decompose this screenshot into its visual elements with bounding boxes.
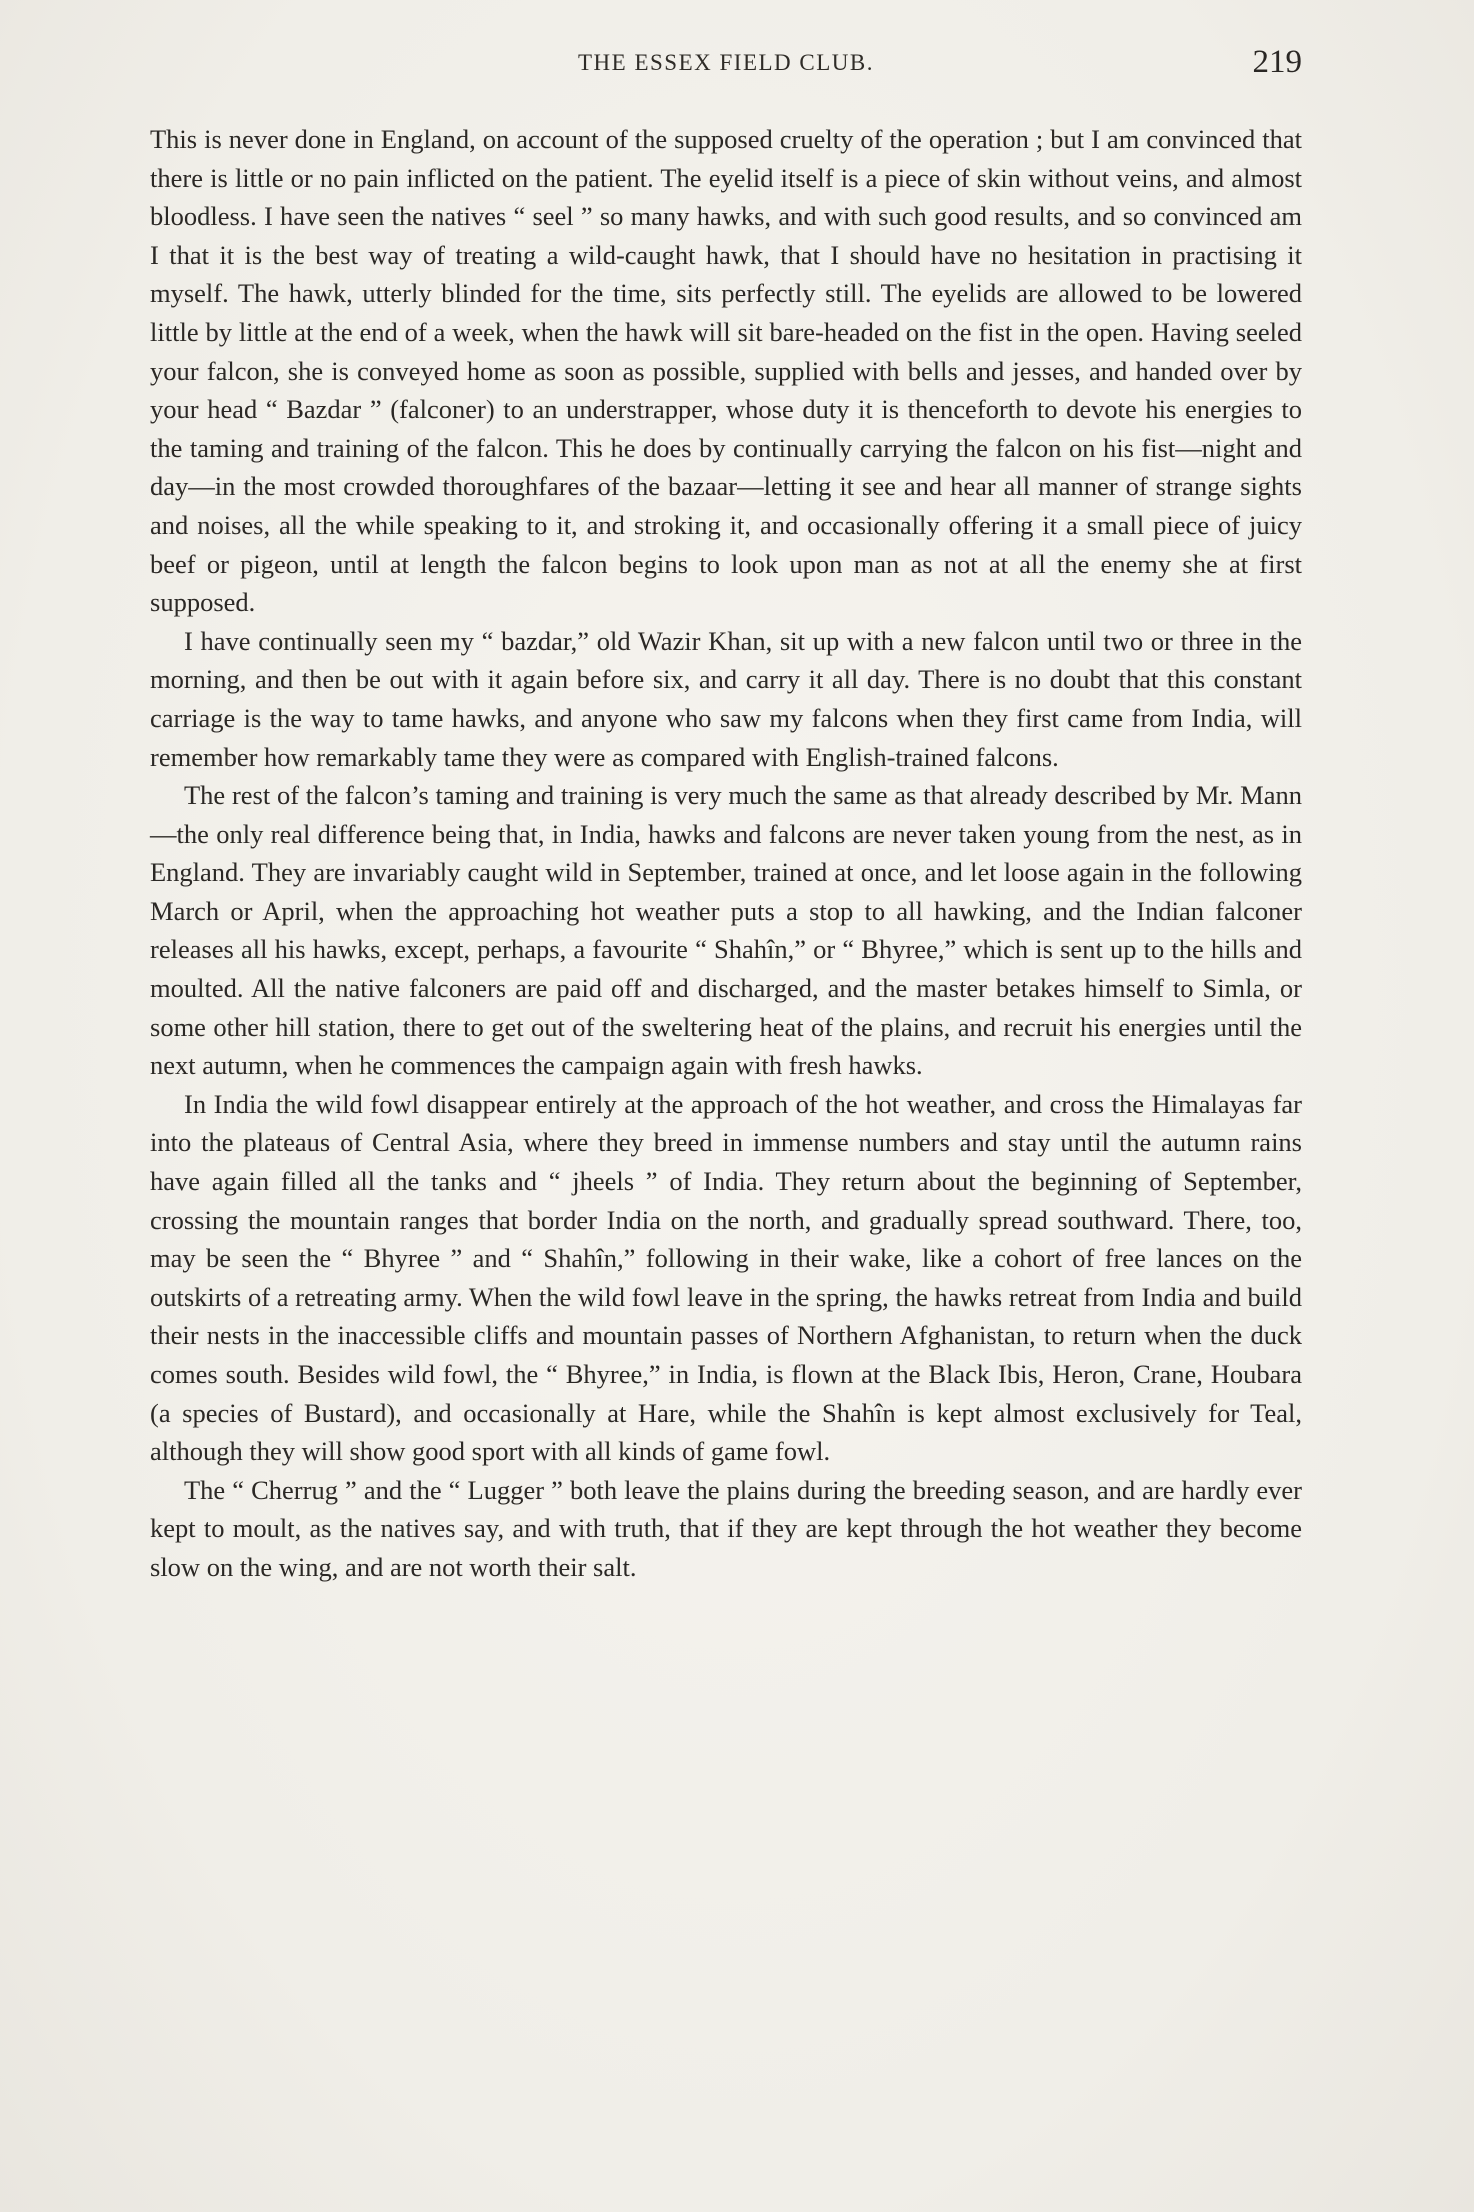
paragraph-3: The rest of the falcon’s taming and training is very much the same as that already described by Mr. Mann—the only real difference being that, in India, hawks and falcons are never taken young from the nest, as in England. They are invariably caught wild in September, trained at once, and let loose again in the following March or April, when the approaching hot weather puts a stop to all hawking, and the Indian falconer releases all his hawks, except, perhaps, a favourite “ Shahîn,” or “ Bhyree,” which is sent up to the hills and moulted. All the native falconers are paid off and discharged, and the master betakes himself to Simla, or some other hill station, there to get out of the sweltering heat of the plains, and recruit his energies until the next autumn, when he commences the campaign again with fresh hawks. [150,780,1302,1081]
running-head-title: THE ESSEX FIELD CLUB. [578,50,874,75]
running-head [150,44,1302,84]
paragraph-2: I have continually seen my “ bazdar,” old Wazir Khan, sit up with a new falcon until two or three in the morning, and then be out with it again before six, and carry it all day. There is no doubt that this constant carriage is the way to tame hawks, and anyone who saw my falcons when they first came from India, will remember how remarkably tame they were as compared with English-trained falcons. [150,625,1302,772]
body-text [150,120,1302,1587]
page-number: 219 [1252,44,1302,80]
paragraph-4: In India the wild fowl disappear entirely at the approach of the hot weather, and cross the Himalayas far into the plateaus of Central Asia, where they breed in immense numbers and stay until the autumn rains have again filled all the tanks and “ jheels ” of India. They return about the beginning of September, crossing the mountain ranges that border India on the north, and gradually spread southward. There, too, may be seen the “ Bhyree ” and “ Shahîn,” following in their wake, like a cohort of free lances on the outskirts of a retreating army. When the wild fowl leave in the spring, the hawks retreat from India and build their nests in the inaccessible cliffs and mountain passes of Northern Afghanistan, to return when the duck comes south. Besides wild fowl, the “ Bhyree,” in India, is flown at the Black Ibis, Heron, Crane, Houbara (a species of Bustard), and occasionally at Hare, while the Shahîn is kept almost exclusively for Teal, although they will show good sport with all kinds of game fowl. [150,1088,1302,1467]
paragraph-5: The “ Cherrug ” and the “ Lugger ” both leave the plains during the breeding season, and are hardly ever kept to moult, as the natives say, and with truth, that if they are kept through the hot weather they become slow on the wing, and are not worth their salt. [150,1474,1302,1582]
paragraph-1: This is never done in England, on account of the supposed cruelty of the operation ; but I am convinced that there is little or no pain inflicted on the patient. The eyelid itself is a piece of skin without veins, and almost bloodless. I have seen the natives “ seel ” so many hawks, and with such good results, and so convinced am I that it is the best way of treating a wild-caught hawk, that I should have no hesitation in practising it myself. The hawk, utterly blinded for the time, sits perfectly still. The eyelids are allowed to be lowered little by little at the end of a week, when the hawk will sit bare-headed on the fist in the open. Having seeled your falcon, she is conveyed home as soon as possible, supplied with bells and jesses, and handed over by your head “ Bazdar ” (falconer) to an understrapper, whose duty it is thenceforth to devote his energies to the taming and training of the falcon. This he does by continually carrying the falcon on his fist—night and day—in the most crowded thoroughfares of the bazaar—letting it see and hear all manner of strange sights and noises, all the while speaking to it, and stroking it, and occasionally offering it a small piece of juicy beef or pigeon, until at length the falcon begins to look upon man as not at all the enemy she at first supposed. [150,124,1302,618]
